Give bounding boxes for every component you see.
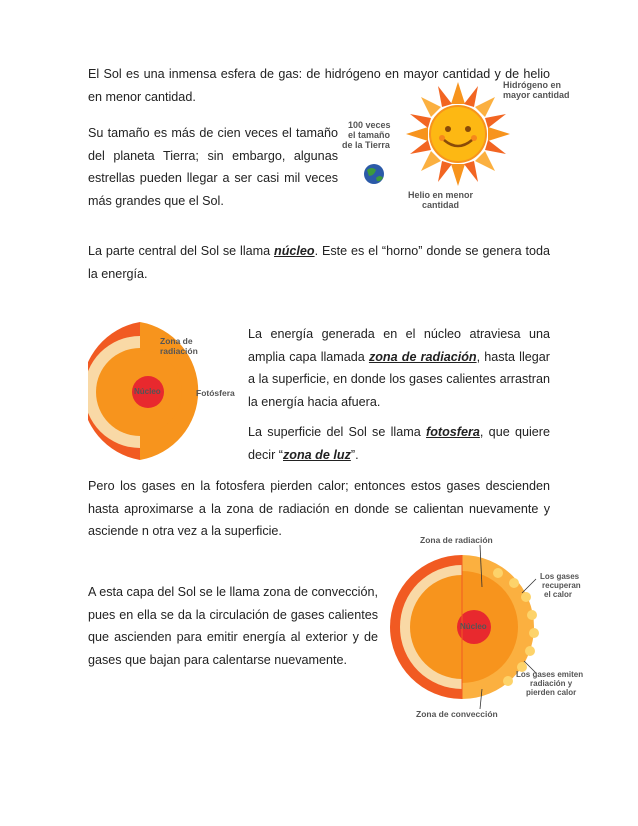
paragraph-sun-composition: El Sol es una inmensa esfera de gas: de hidrógeno en mayor cantidad y de helio en menor cantidad. [88,67,550,104]
keyword-radiation-zone: zona de radiación [368,349,477,364]
emit-radiation-label-line3: pierden calor [526,688,577,697]
sun-illustration [340,72,570,220]
helium-label-line1: Helio en menor [408,190,474,200]
paragraph-sun-size: Su tamaño es más de cien veces el tamaño del planeta Tierra; sin embargo, algunas estrellas pueden llegar a ser casi mil veces más grandes que el Sol. [88,126,338,208]
size-label-line2: el tamaño [348,130,391,140]
photosphere-label: Fotósfera [196,388,235,398]
paragraph-core-text-end: . Este es el “horno” donde se genera toda la energía. [88,244,550,281]
paragraph-photosphere-text-mid: , que quiere decir “ [248,425,550,462]
hydrogen-label-line1: Hidrógeno en [503,80,561,90]
keyword-core: núcleo [274,244,315,258]
convection-zone-label: Zona de convección [416,709,498,719]
radiation-zone-label: Zona de radiación [420,535,493,545]
paragraph-photosphere-text: La superficie del Sol se llama [248,425,427,439]
core-label: Núcleo [460,622,487,631]
paragraph-convection-zone: A esta capa del Sol se le llama zona de convección, pues en ella se da la circulación de gases calientes que ascienden para emitir energía al exterior y de gases que bajan para calentarse nuevamente. [88,585,378,667]
size-label-line1: 100 veces [348,120,391,130]
sun-cross-section-figure [88,318,243,464]
helium-label-line2: cantidad [422,200,460,210]
paragraph-radiation-text: La energía generada en el núcleo atraviesa una amplia capa llamada [248,327,550,364]
paragraph-radiation-text-end: , hasta llegar a la superficie, en donde los gases calientes arrastran la energía hacia afuera. [248,349,550,409]
recover-heat-label-line2: recuperan [542,581,581,590]
recover-heat-label-line1: Los gases [540,572,580,581]
recover-heat-label-line3: el calor [544,590,573,599]
paragraph-gas-circulation: Pero los gases en la fotosfera pierden calor; entonces estos gases descienden hasta aproximarse a la zona de radiación en donde se calientan nuevamente y asciende n otra vez a la superficie. [88,479,550,538]
size-label-line3: de la Tierra [342,140,390,150]
keyword-photosphere: fotosfera [426,425,480,439]
paragraph-photosphere [248,421,550,466]
paragraph-radiation-zone [248,323,550,413]
emit-radiation-label-line2: radiación y [530,679,573,688]
emit-radiation-label-line1: Los gases emiten [516,670,584,679]
hydrogen-label-line2: mayor cantidad [503,90,570,100]
paragraph-photosphere-text-end: ”. [350,447,359,462]
radiation-zone-label-line1: Zona de [160,336,193,346]
paragraph-core-text: La parte central del Sol se llama [88,244,274,258]
radiation-zone-label-line2: radiación [160,346,198,356]
convection-figure [386,533,596,721]
keyword-light-zone: zona de luz [283,447,351,462]
core-label: Núcleo [134,387,161,396]
sun-face [430,106,486,162]
paragraph-core [88,240,550,285]
earth-icon [364,164,384,184]
